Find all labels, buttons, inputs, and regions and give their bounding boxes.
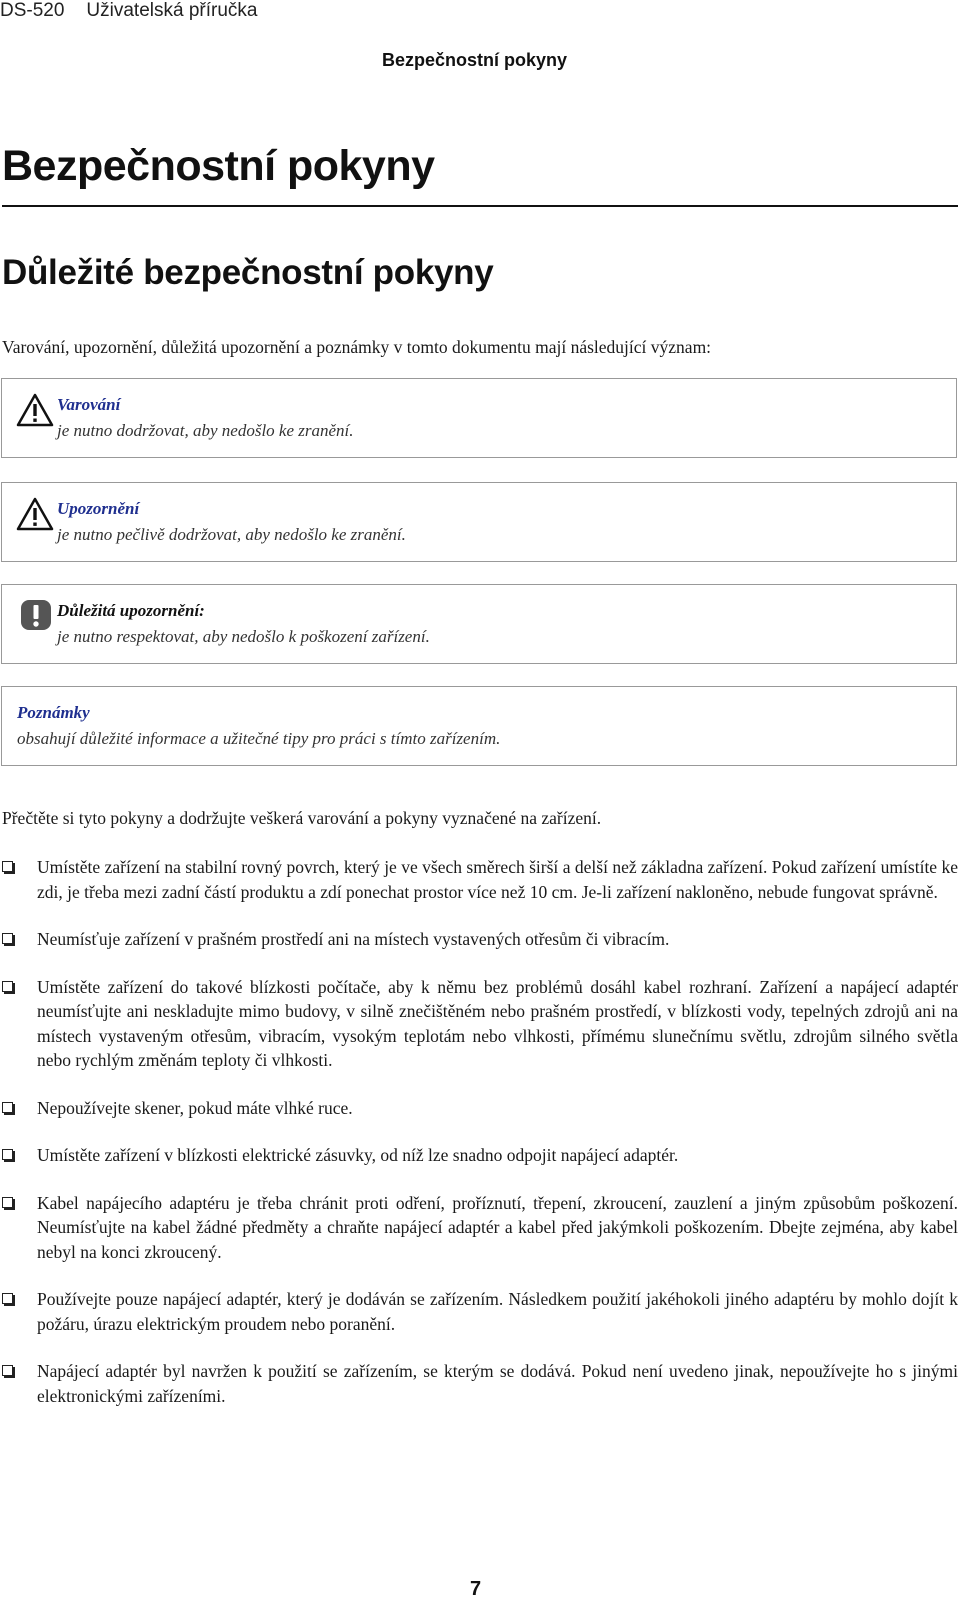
product-name: DS-520: [0, 0, 65, 21]
list-item: [0, 927, 958, 952]
notice-desc: je nutno dodržovat, aby nedošlo ke zranění.: [57, 421, 354, 440]
list-item: [0, 1191, 958, 1265]
notice-important: [1, 584, 957, 664]
list-item: [0, 1143, 958, 1168]
checkbox-bullet-icon: [2, 1365, 13, 1376]
warning-triangle-icon: [16, 393, 54, 427]
notice-desc: je nutno respektovat, aby nedošlo k poškození zařízení.: [57, 627, 430, 646]
manual-name: Uživatelská příručka: [86, 0, 258, 21]
notice-desc: obsahují důležité informace a užitečné tipy pro práci s tímto zařízením.: [17, 729, 501, 748]
list-item: [0, 1359, 958, 1408]
caution-triangle-icon: [16, 497, 54, 531]
checkbox-bullet-icon: [2, 861, 13, 872]
section-title: Důležité bezpečnostní pokyny: [2, 253, 494, 292]
notice-title: Upozornění: [57, 499, 140, 518]
read-instructions-paragraph: Přečtěte si tyto pokyny a dodržujte veškerá varování a pokyny vyznačené na zařízení.: [2, 808, 602, 828]
notice-warning: [1, 378, 957, 458]
section-header: Bezpečnostní pokyny: [382, 50, 568, 70]
notice-title: Poznámky: [17, 703, 90, 722]
list-item-text: Kabel napájecího adaptéru je třeba chránit proti odření, proříznutí, třepení, zkroucení, zauzlení a jiným způsobům poškození. Neumísťujte na kabel žádné předměty a chraňte napájecí adaptér a kabel před jakýmkoli poškozením. Dbejte zejména, aby kabel nebyl na konci zkroucený.: [37, 1192, 958, 1262]
list-item: [0, 855, 958, 904]
list-item-text: Umístěte zařízení do takové blízkosti počítače, aby k němu bez problémů dosáhl kabel rozhraní. Zařízení a napájecí adaptér neumísťujte ani neskladujte mimo budovy, v silně znečištěném nebo prašném prostředí, v blízkosti vody, tepelných zdrojů ani na místech vystaveným otřesům, vibracím, vysokým teplotám nebo vlhkosti, přímému slunečnímu světlu, zdrojům silného světla nebo rychlým změnám teploty či vlhkosti.: [37, 976, 958, 1070]
page-number: 7: [470, 1578, 482, 1600]
list-item-text: Neumísťuje zařízení v prašném prostředí ani na místech vystavených otřesům či vibracím.: [37, 929, 670, 949]
list-item-text: Umístěte zařízení v blízkosti elektrické zásuvky, od níž lze snadno odpojit napájecí adaptér.: [37, 1145, 679, 1165]
list-item: [0, 1287, 958, 1336]
list-item-text: Umístěte zařízení na stabilní rovný povrch, který je ve všech směrech širší a delší než základna zařízení. Pokud zařízení umístíte ke zdi, je třeba mezi zadní částí produktu a zdí ponechat prostor více než 10 cm. Je-li zařízení nakloněno, nebude fungovat správně.: [37, 857, 958, 902]
list-item: [0, 1096, 958, 1121]
checkbox-bullet-icon: [2, 1197, 13, 1208]
running-header: [0, 0, 257, 22]
checkbox-bullet-icon: [2, 1293, 13, 1304]
notice-desc: je nutno pečlivě dodržovat, aby nedošlo ke zranění.: [57, 525, 406, 544]
checkbox-bullet-icon: [2, 981, 13, 992]
checkbox-bullet-icon: [2, 933, 13, 944]
checkbox-bullet-icon: [2, 1102, 13, 1113]
list-item-text: Nepoužívejte skener, pokud máte vlhké ruce.: [37, 1097, 353, 1118]
intro-paragraph: Varování, upozornění, důležitá upozornění a poznámky v tomto dokumentu mají následující význam:: [2, 337, 712, 357]
list-item: [0, 975, 958, 1073]
safety-list: [0, 855, 958, 1431]
list-item-text: Používejte pouze napájecí adaptér, který je dodáván se zařízením. Následkem použití jakéhokoli jiného adaptéru by mohlo dojít k požáru, úrazu elektrickým proudem nebo poranění.: [37, 1289, 958, 1334]
list-item-text: Napájecí adaptér byl navržen k použití se zařízením, se kterým se dodává. Pokud není uvedeno jinak, nepoužívejte ho s jinými elektronickými zařízeními.: [37, 1361, 958, 1406]
exclamation-icon: [16, 599, 54, 633]
notice-title: Varování: [57, 395, 121, 414]
notice-caution: [1, 482, 957, 562]
page-title: Bezpečnostní pokyny: [2, 142, 958, 207]
checkbox-bullet-icon: [2, 1149, 13, 1160]
notice-note: [1, 686, 957, 766]
notice-title: Důležitá upozornění:: [57, 601, 205, 620]
